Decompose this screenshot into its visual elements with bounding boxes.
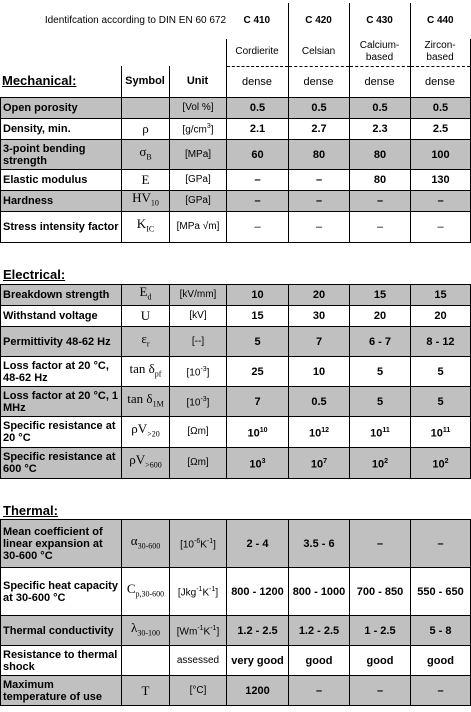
value-cell: 0.5 xyxy=(411,98,471,119)
mechanical-table xyxy=(0,97,471,243)
property-label: Withstand voltage xyxy=(1,306,122,327)
value-cell: 0.5 xyxy=(289,98,350,119)
value-cell: – xyxy=(289,170,350,191)
symbol-cell xyxy=(122,98,170,119)
property-label: Mean coefficient of linear expansion at 30-600 °C xyxy=(1,520,122,568)
property-label: Resistance to thermal shock xyxy=(1,646,122,676)
state-c410: dense xyxy=(226,66,288,97)
symbol-cell: ρ xyxy=(122,119,170,140)
symbol-cell xyxy=(122,646,170,676)
value-cell: $10^{12}$ xyxy=(289,417,350,448)
symbol-cell: $\tan \delta_{1M}$ xyxy=(122,387,170,417)
unit-cell: $[g/cm^3]$ xyxy=(170,119,227,140)
material-c420: Celsian xyxy=(288,39,349,66)
value-cell: 2 - 4 xyxy=(227,520,289,568)
unit-cell: [Ωm] xyxy=(170,417,227,448)
symbol-cell: $HV_{10}$ xyxy=(122,191,170,212)
value-cell: – xyxy=(350,676,411,706)
value-cell: 5 xyxy=(227,327,289,357)
value-cell: 5 xyxy=(350,387,411,417)
table-row xyxy=(1,676,471,706)
property-label: Stress intensity factor xyxy=(1,212,122,243)
table-row xyxy=(1,327,471,357)
property-label: Specific resistance at 20 °C xyxy=(1,417,122,448)
state-c420: dense xyxy=(288,66,349,97)
unit-cell: [MPa] xyxy=(170,140,227,170)
symbol-cell: $\sigma_B$ xyxy=(122,140,170,170)
material-c440: Zircon-based xyxy=(410,39,470,66)
value-cell: good xyxy=(350,646,411,676)
value-cell: good xyxy=(289,646,350,676)
table-row xyxy=(1,306,471,327)
value-cell: good xyxy=(411,646,471,676)
value-cell: $10^7$ xyxy=(289,448,350,479)
material-c430: Calcium-based xyxy=(349,39,410,66)
symbol-cell: T xyxy=(122,676,170,706)
value-cell: $10^2$ xyxy=(350,448,411,479)
table-row xyxy=(1,520,471,568)
unit-cell: [GPa] xyxy=(170,191,227,212)
property-label: Open porosity xyxy=(1,98,122,119)
table-row xyxy=(1,568,471,616)
unit-cell: $[Jkg^{-1}K^{-1}]$ xyxy=(170,568,227,616)
value-cell: $10^{10}$ xyxy=(227,417,289,448)
value-cell: 6 - 7 xyxy=(350,327,411,357)
value-cell: 800 - 1200 xyxy=(227,568,289,616)
value-cell: – xyxy=(227,191,289,212)
property-label: Hardness xyxy=(1,191,122,212)
value-cell: 7 xyxy=(289,327,350,357)
code-c410: C 410 xyxy=(243,15,271,26)
unit-cell: [kV/mm] xyxy=(170,285,227,306)
identification-label: Identifcation according to DIN EN 60 672 xyxy=(44,15,227,26)
symbol-cell: $E_d$ xyxy=(122,285,170,306)
value-cell: 20 xyxy=(411,306,471,327)
section-title-thermal: Thermal: xyxy=(3,503,58,518)
value-cell: 1200 xyxy=(227,676,289,706)
unit-cell: [MPa √m] xyxy=(170,212,227,243)
symbol-cell: $\tan \delta_{pf}$ xyxy=(122,357,170,387)
table-row xyxy=(1,212,471,243)
value-cell: 5 xyxy=(350,357,411,387)
symbol-cell: U xyxy=(122,306,170,327)
value-cell: 2.7 xyxy=(289,119,350,140)
symbol-cell: $\rho V_{>600}$ xyxy=(122,448,170,479)
value-cell: – xyxy=(411,191,471,212)
value-cell: 1.2 - 2.5 xyxy=(289,616,350,646)
property-label: Breakdown strength xyxy=(1,285,122,306)
code-c420: C 420 xyxy=(288,3,349,39)
header-table xyxy=(0,3,471,98)
value-cell: – xyxy=(411,212,471,243)
unit-cell: $[10^{-3}]$ xyxy=(170,357,227,387)
unit-cell: $[10^{-3}]$ xyxy=(170,387,227,417)
value-cell: – xyxy=(227,212,289,243)
value-cell: – xyxy=(411,676,471,706)
property-label: Elastic modulus xyxy=(1,170,122,191)
table-row xyxy=(1,285,471,306)
value-cell: 15 xyxy=(227,306,289,327)
value-cell: 130 xyxy=(411,170,471,191)
table-row xyxy=(1,448,471,479)
property-label: Maximum temperature of use xyxy=(1,676,122,706)
value-cell: 80 xyxy=(289,140,350,170)
value-cell: 700 - 850 xyxy=(350,568,411,616)
value-cell: 5 xyxy=(411,387,471,417)
value-cell: 20 xyxy=(350,306,411,327)
value-cell: 2.5 xyxy=(411,119,471,140)
value-cell: very good xyxy=(227,646,289,676)
value-cell: $10^{11}$ xyxy=(411,417,471,448)
material-c410: Cordierite xyxy=(226,39,288,66)
code-c440: C 440 xyxy=(410,3,470,39)
symbol-cell: $\lambda_{30-100}$ xyxy=(122,616,170,646)
value-cell: 30 xyxy=(289,306,350,327)
code-c430: C 430 xyxy=(349,3,410,39)
value-cell: 10 xyxy=(227,285,289,306)
value-cell: 8 - 12 xyxy=(411,327,471,357)
symbol-cell: $\varepsilon_r$ xyxy=(122,327,170,357)
table-row xyxy=(1,646,471,676)
value-cell: – xyxy=(411,520,471,568)
value-cell: 5 - 8 xyxy=(411,616,471,646)
value-cell: 1.2 - 2.5 xyxy=(227,616,289,646)
property-label: Density, min. xyxy=(1,119,122,140)
value-cell: 550 - 650 xyxy=(411,568,471,616)
value-cell: 0.5 xyxy=(350,98,411,119)
unit-cell: $[10^{-6}K^{-1}]$ xyxy=(170,520,227,568)
value-cell: 7 xyxy=(227,387,289,417)
value-cell: 10 xyxy=(289,357,350,387)
property-label: Specific heat capacity at 30-600 °C xyxy=(1,568,122,616)
property-label: 3-point bending strength xyxy=(1,140,122,170)
value-cell: 5 xyxy=(411,357,471,387)
value-cell: – xyxy=(227,170,289,191)
value-cell: $10^{11}$ xyxy=(350,417,411,448)
value-cell: – xyxy=(350,520,411,568)
table-row xyxy=(1,387,471,417)
value-cell: – xyxy=(289,212,350,243)
symbol-cell: E xyxy=(122,170,170,191)
property-label: Specific resistance at 600 °C xyxy=(1,448,122,479)
symbol-cell: $\rho V_{>20}$ xyxy=(122,417,170,448)
value-cell: – xyxy=(289,676,350,706)
value-cell: 20 xyxy=(289,285,350,306)
value-cell: 2.3 xyxy=(350,119,411,140)
value-cell: 60 xyxy=(227,140,289,170)
unit-cell: [--] xyxy=(170,327,227,357)
property-label: Loss factor at 20 °C, 1 MHz xyxy=(1,387,122,417)
state-c430: dense xyxy=(349,66,410,97)
unit-cell: [°C] xyxy=(170,676,227,706)
col-header-symbol: Symbol xyxy=(121,66,169,97)
value-cell: 800 - 1000 xyxy=(289,568,350,616)
symbol-cell: $\alpha_{30-600}$ xyxy=(122,520,170,568)
unit-cell: $[Wm^{-1}K^{-1}]$ xyxy=(170,616,227,646)
value-cell: 0.5 xyxy=(289,387,350,417)
table-row xyxy=(1,119,471,140)
value-cell: 3.5 - 6 xyxy=(289,520,350,568)
value-cell: 80 xyxy=(350,170,411,191)
value-cell: – xyxy=(350,212,411,243)
thermal-table xyxy=(0,519,471,706)
table-row xyxy=(1,616,471,646)
value-cell: 2.1 xyxy=(227,119,289,140)
value-cell: – xyxy=(289,191,350,212)
unit-cell: assessed xyxy=(170,646,227,676)
state-c440: dense xyxy=(410,66,470,97)
symbol-cell: $C_{p,30-600}$ xyxy=(122,568,170,616)
table-row xyxy=(1,417,471,448)
value-cell: 15 xyxy=(350,285,411,306)
unit-cell: [Ωm] xyxy=(170,448,227,479)
value-cell: 15 xyxy=(411,285,471,306)
value-cell: – xyxy=(350,191,411,212)
value-cell: 100 xyxy=(411,140,471,170)
symbol-cell: $K_{IC}$ xyxy=(122,212,170,243)
value-cell: 1 - 2.5 xyxy=(350,616,411,646)
value-cell: $10^3$ xyxy=(227,448,289,479)
property-label: Thermal conductivity xyxy=(1,616,122,646)
property-label: Loss factor at 20 °C, 48-62 Hz xyxy=(1,357,122,387)
table-row xyxy=(1,170,471,191)
col-header-unit: Unit xyxy=(169,66,226,97)
unit-cell: [Vol %] xyxy=(170,98,227,119)
value-cell: 25 xyxy=(227,357,289,387)
table-row xyxy=(1,140,471,170)
electrical-table xyxy=(0,284,471,479)
table-row xyxy=(1,357,471,387)
unit-cell: [kV] xyxy=(170,306,227,327)
section-title-electrical: Electrical: xyxy=(3,267,66,282)
section-title-mechanical: Mechanical: xyxy=(0,66,121,97)
value-cell: 80 xyxy=(350,140,411,170)
value-cell: $10^2$ xyxy=(411,448,471,479)
value-cell: 0.5 xyxy=(227,98,289,119)
table-row xyxy=(1,98,471,119)
property-label: Permittivity 48-62 Hz xyxy=(1,327,122,357)
unit-cell: [GPa] xyxy=(170,170,227,191)
table-row xyxy=(1,191,471,212)
